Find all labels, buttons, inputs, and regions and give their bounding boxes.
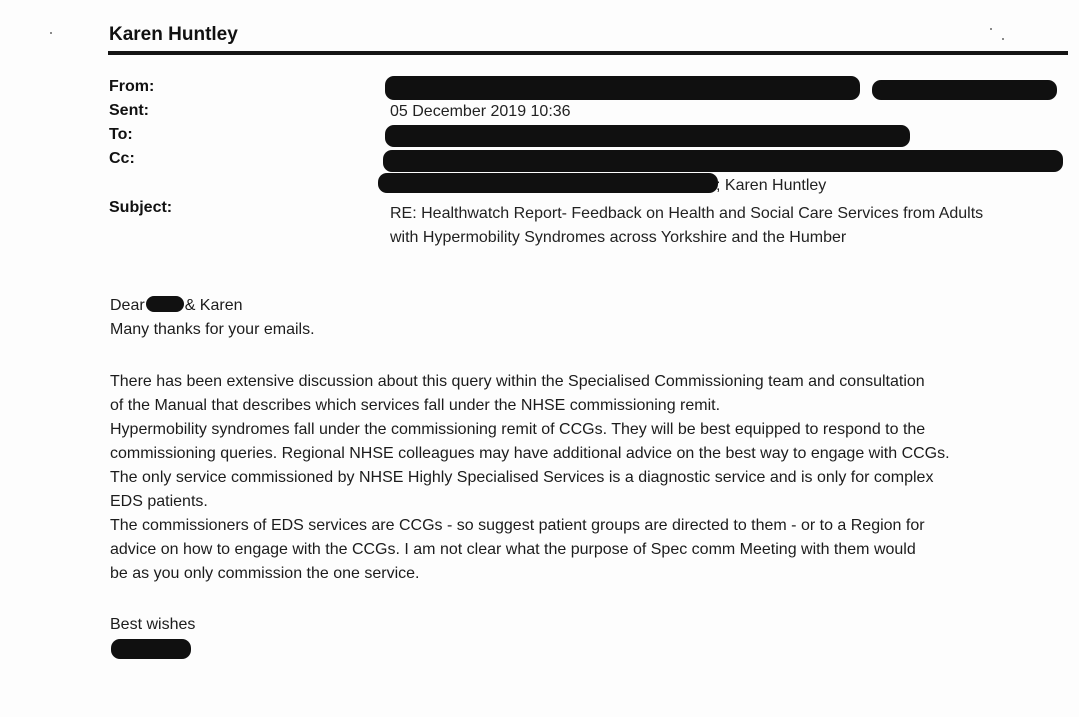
body-line: Hypermobility syndromes fall under the commissioning remit of CCGs. They will be best equipped to respond to the — [110, 421, 926, 438]
greeting-end: & Karen — [184, 297, 243, 314]
body-line: of the Manual that describes which services fall under the NHSE commissioning remit. — [110, 397, 721, 414]
subject-line: with Hypermobility Syndromes across Yorkshire and the Humber — [390, 229, 847, 246]
redaction-cc-line2 — [378, 173, 718, 193]
body-line: be as you only commission the one service. — [110, 565, 420, 582]
redaction-signature — [111, 639, 191, 659]
from-label: From: — [109, 78, 155, 95]
cc-label: Cc: — [109, 150, 135, 167]
thanks-line: Many thanks for your emails. — [110, 321, 315, 338]
cc-tail: ; Karen Huntley — [716, 177, 827, 194]
subject-value — [390, 202, 1070, 250]
subject-line: RE: Healthwatch Report- Feedback on Health and Social Care Services from Adults — [390, 205, 984, 222]
scan-speck — [990, 28, 992, 30]
redaction-recipient-name — [146, 296, 184, 312]
email-body — [110, 370, 1070, 586]
sent-label: Sent: — [109, 102, 149, 119]
greeting-start: Dear — [110, 297, 145, 314]
body-line: The commissioners of EDS services are CCGs - so suggest patient groups are directed to them - or to a Region for — [110, 517, 925, 534]
signoff: Best wishes — [110, 616, 196, 633]
sender-name-heading: Karen Huntley — [109, 24, 238, 45]
email-greeting — [110, 294, 1070, 342]
redaction-cc-line1 — [383, 150, 1063, 172]
body-line: There has been extensive discussion about this query within the Specialised Commissioning team and consultation — [110, 373, 925, 390]
body-line: advice on how to engage with the CCGs. I am not clear what the purpose of Spec comm Meeting with them would — [110, 541, 916, 558]
scan-speck — [1002, 38, 1004, 40]
body-line: The only service commissioned by NHSE Highly Specialised Services is a diagnostic service and is only for complex — [110, 469, 934, 486]
scan-speck — [50, 32, 52, 34]
subject-label: Subject: — [109, 199, 173, 216]
redaction-from-email — [872, 80, 1057, 100]
redaction-to — [385, 125, 910, 147]
header-rule — [108, 51, 1068, 55]
sent-value: 05 December 2019 10:36 — [390, 103, 571, 120]
redaction-from-name — [385, 76, 860, 100]
body-line: EDS patients. — [110, 493, 208, 510]
to-label: To: — [109, 126, 133, 143]
body-line: commissioning queries. Regional NHSE colleagues may have additional advice on the best way to engage with CCGs. — [110, 445, 950, 462]
greeting-line — [110, 294, 1070, 318]
